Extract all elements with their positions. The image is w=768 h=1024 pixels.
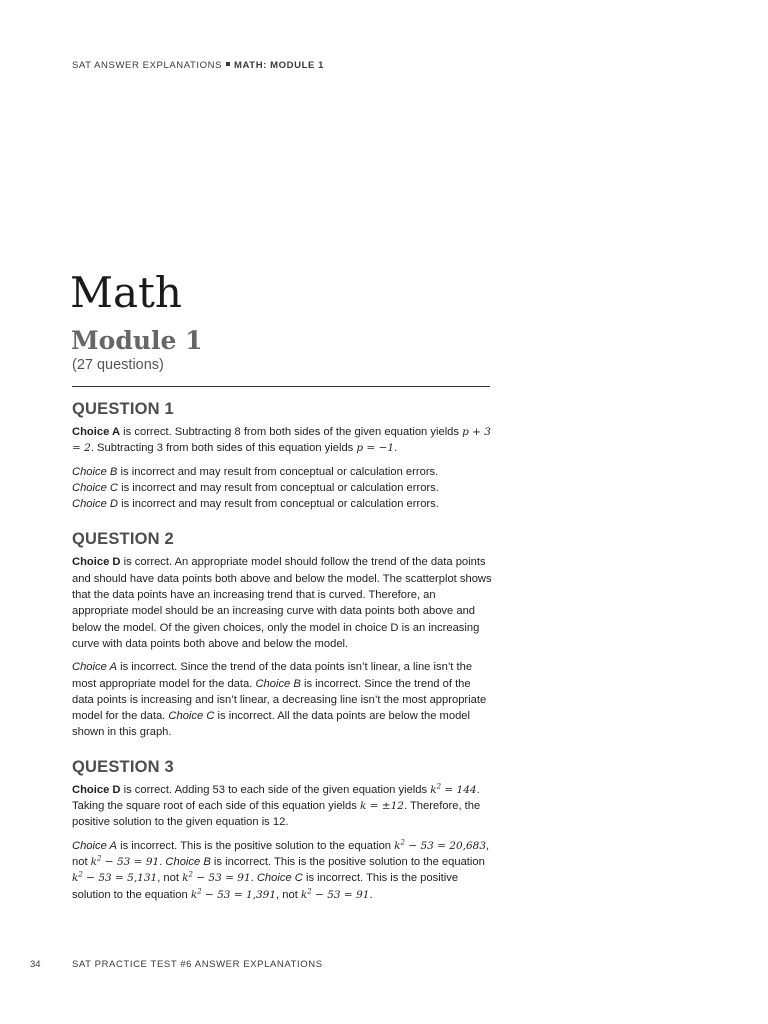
math-rest: − 53 = 91: [192, 872, 251, 885]
math-variable: k: [300, 888, 308, 901]
question-1-heading: QUESTION 1: [72, 400, 174, 418]
explanation-text: . Therefore, the positive solution to the given equation is 12.: [72, 800, 481, 829]
explanation-text: is correct. Subtracting 8 from both sides of the given equation yields: [120, 426, 463, 438]
math-exponent: 2: [307, 887, 312, 896]
math-exponent: 2: [197, 887, 202, 896]
explanation-text: is incorrect and may result from conceptual or calculation errors.: [117, 465, 439, 478]
section-title: Math: [70, 268, 182, 317]
explanation-text: .: [159, 855, 166, 868]
explanation-text: is incorrect. Since the trend of the data points is increasing and isn’t linear, a decreasing line isn’t the most appropriate model for the data.: [72, 677, 487, 723]
incorrect-choice-label: Choice C: [72, 481, 119, 494]
question-2-incorrect-explanation: [72, 659, 492, 740]
math-exponent: 2: [436, 782, 442, 791]
incorrect-choice-label: Choice C: [168, 710, 215, 723]
incorrect-choice-label: Choice A: [72, 839, 117, 852]
bullet-separator-icon: [226, 62, 230, 66]
correct-choice-label: Choice D: [72, 783, 121, 796]
math-expression: p + 3 = 2: [72, 426, 491, 455]
explanation-text: is incorrect. This is the positive solution to the equation: [116, 839, 395, 852]
correct-choice-label: Choice A: [72, 426, 121, 438]
math-expression: p = −1: [356, 442, 395, 455]
question-1-block: [72, 399, 492, 512]
question-1-incorrect-b: [72, 464, 492, 480]
explanation-text: .: [250, 872, 257, 885]
running-header-right: MATH: MODULE 1: [234, 60, 325, 71]
question-1-correct-explanation: [72, 424, 492, 457]
explanation-text: .: [369, 888, 373, 901]
math-expression: [182, 872, 251, 884]
answer-explanations: [72, 399, 492, 921]
math-rest: − 53 = 5,131: [82, 872, 158, 885]
running-header-left: SAT ANSWER EXPLANATIONS: [72, 60, 223, 71]
question-3-heading: QUESTION 3: [72, 757, 174, 776]
question-3-correct-explanation: [72, 782, 492, 831]
incorrect-choice-label: Choice C: [256, 872, 303, 885]
explanation-text: , not: [157, 872, 183, 885]
correct-choice-label: Choice D: [72, 556, 121, 569]
math-expression: [91, 856, 160, 868]
explanation-text: .: [394, 442, 398, 455]
running-header: [72, 60, 324, 71]
section-divider: [72, 386, 490, 387]
math-rest: − 53 = 91: [311, 888, 370, 901]
math-rest: − 53 = 91: [101, 855, 160, 868]
math-expression: [191, 889, 276, 901]
question-2-heading: QUESTION 2: [72, 530, 174, 549]
explanation-text: is incorrect. This is the positive solution to the equation: [210, 855, 485, 868]
explanation-text: is incorrect. This is the positive solution to the equation: [72, 872, 459, 901]
page-number: 34: [30, 959, 41, 970]
math-variable: k: [72, 872, 79, 885]
incorrect-choice-label: Choice B: [165, 855, 211, 868]
incorrect-choice-label: Choice D: [72, 498, 119, 511]
math-variable: k: [430, 783, 437, 796]
explanation-text: is correct. An appropriate model should follow the trend of the data points and should have data points both above and below the model. The scatterplot shows that the data points have an increasing trend that is curved. Therefore, an appropriate model should be an increasing curve with data points both above and below the model. Of the given choices, only the model in choice D is an increasing curve with data points both above and below the model.: [72, 556, 492, 650]
math-expression: [300, 887, 373, 901]
math-rest: = 144: [441, 783, 477, 796]
math-exponent: 2: [78, 870, 83, 879]
math-expression: [72, 872, 157, 884]
incorrect-choice-label: Choice B: [72, 465, 118, 478]
incorrect-choice-label: Choice B: [255, 677, 301, 690]
explanation-text: . Taking the square root of each side of this equation yields: [72, 783, 480, 813]
incorrect-choice-label: Choice A: [72, 661, 117, 674]
running-footer: SAT PRACTICE TEST #6 ANSWER EXPLANATIONS: [72, 959, 323, 970]
question-3-incorrect-explanation: [72, 838, 492, 903]
module-question-count: (27 questions): [72, 357, 164, 373]
explanation-text: is incorrect. Since the trend of the data points isn’t linear, a line isn’t the most appropriate model for the data.: [72, 661, 473, 690]
explanation-text: . Subtracting 3 from both sides of this equation yields: [90, 442, 357, 455]
math-expression: [394, 840, 486, 852]
math-expression: k = ±12: [359, 800, 404, 813]
question-1-incorrect-d: [72, 496, 492, 512]
question-2-block: [72, 529, 492, 740]
question-1-incorrect-c: [72, 480, 492, 496]
math-rest: − 53 = 20,683: [404, 839, 487, 852]
math-rest: − 53 = 1,391: [201, 888, 277, 901]
math-variable: k: [182, 872, 189, 885]
module-title: Module 1: [71, 326, 203, 355]
math-variable: k: [190, 888, 198, 901]
explanation-text: is incorrect. All the data points are below the model shown in this graph.: [72, 710, 471, 739]
math-variable: k: [90, 855, 98, 868]
math-exponent: 2: [400, 838, 405, 847]
explanation-text: is incorrect and may result from conceptual or calculation errors.: [118, 498, 439, 511]
math-exponent: 2: [188, 870, 193, 879]
explanation-text: is correct. Adding 53 to each side of the given equation yields: [120, 783, 431, 796]
math-expression: [430, 784, 476, 796]
question-3-block: [72, 757, 492, 903]
math-variable: k: [394, 839, 401, 852]
explanation-text: is incorrect and may result from conceptual or calculation errors.: [118, 481, 439, 494]
math-exponent: 2: [97, 854, 102, 863]
explanation-text: , not: [276, 888, 301, 901]
question-2-correct-explanation: [72, 554, 492, 652]
explanation-text: , not: [72, 839, 490, 868]
